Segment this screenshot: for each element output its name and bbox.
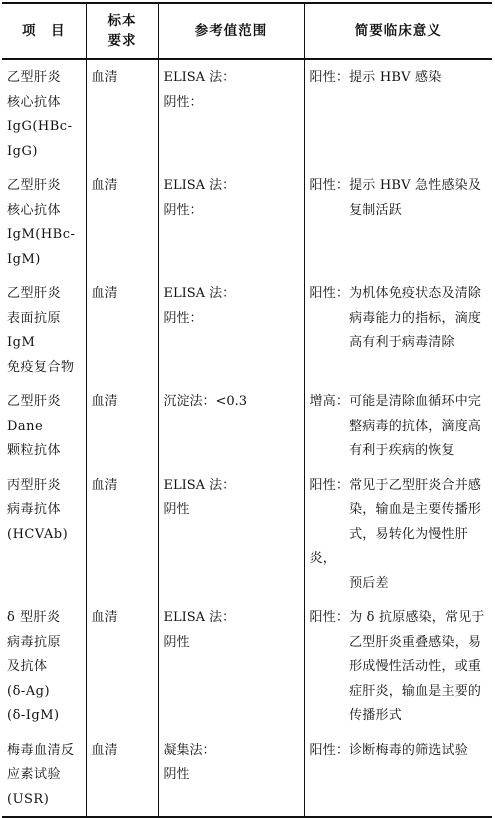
item-cell: 丙型肝炎 病毒抗体 (HCVAb)	[2, 468, 86, 601]
item-cell: 乙型肝炎 核心抗体 IgG(HBc- IgG)	[2, 59, 86, 168]
specimen-cell: 血清	[86, 59, 158, 168]
header-clinical-meaning: 简要临床意义	[304, 3, 492, 59]
reference-cell: ELISA 法： 阴性：	[158, 276, 304, 384]
item-cell: δ 型肝炎 病毒抗原 及抗体 (δ-Ag) (δ-IgM)	[2, 600, 86, 733]
table-row	[2, 384, 492, 468]
table-row	[2, 276, 492, 384]
reference-cell: ELISA 法： 阴性：	[158, 59, 304, 168]
reference-cell: ELISA 法： 阴性	[158, 468, 304, 601]
meaning-cell: 阳性：常见于乙型肝炎合并感 染，输血是主要传播形 式，易转化为慢性肝炎， 预后差	[304, 468, 492, 601]
meaning-cell: 增高：可能是清除血循环中完 整病毒的抗体，滴度高 有利于疾病的恢复	[304, 384, 492, 468]
item-cell: 乙型肝炎 表面抗原 IgM 免疫复合物	[2, 276, 86, 384]
item-cell: 梅毒血清反 应素试验 (USR)	[2, 733, 86, 818]
meaning-cell: 阳性：诊断梅毒的筛选试验	[304, 733, 492, 818]
meaning-cell: 阳性：提示 HBV 感染	[304, 59, 492, 168]
specimen-cell: 血清	[86, 384, 158, 468]
item-cell: 乙型肝炎 Dane 颗粒抗体	[2, 384, 86, 468]
meaning-cell: 阳性：为 δ 抗原感染，常见于 乙型肝炎重叠感染，易 形成慢性活动性，或重 症肝炎，输血是主要的 传播形式	[304, 600, 492, 733]
table-row	[2, 168, 492, 276]
specimen-cell: 血清	[86, 600, 158, 733]
meaning-cell: 阳性：提示 HBV 急性感染及 复制活跃	[304, 168, 492, 276]
specimen-cell: 血清	[86, 468, 158, 601]
specimen-cell: 血清	[86, 733, 158, 818]
table-header-row	[2, 3, 492, 59]
table-row	[2, 600, 492, 733]
clinical-reference-table	[2, 2, 492, 818]
reference-cell: ELISA 法： 阴性：	[158, 168, 304, 276]
header-item: 项 目	[2, 3, 86, 59]
table-row	[2, 59, 492, 168]
reference-cell: 沉淀法：<0.3	[158, 384, 304, 468]
meaning-cell: 阳性：为机体免疫状态及清除 病毒能力的指标，滴度 高有利于病毒清除	[304, 276, 492, 384]
item-cell: 乙型肝炎 核心抗体 IgM(HBc- IgM)	[2, 168, 86, 276]
table-row	[2, 468, 492, 601]
table-row	[2, 733, 492, 818]
specimen-cell: 血清	[86, 168, 158, 276]
reference-cell: ELISA 法： 阴性	[158, 600, 304, 733]
specimen-cell: 血清	[86, 276, 158, 384]
reference-cell: 凝集法： 阴性	[158, 733, 304, 818]
header-specimen: 标本 要求	[86, 3, 158, 59]
header-reference-range: 参考值范围	[158, 3, 304, 59]
